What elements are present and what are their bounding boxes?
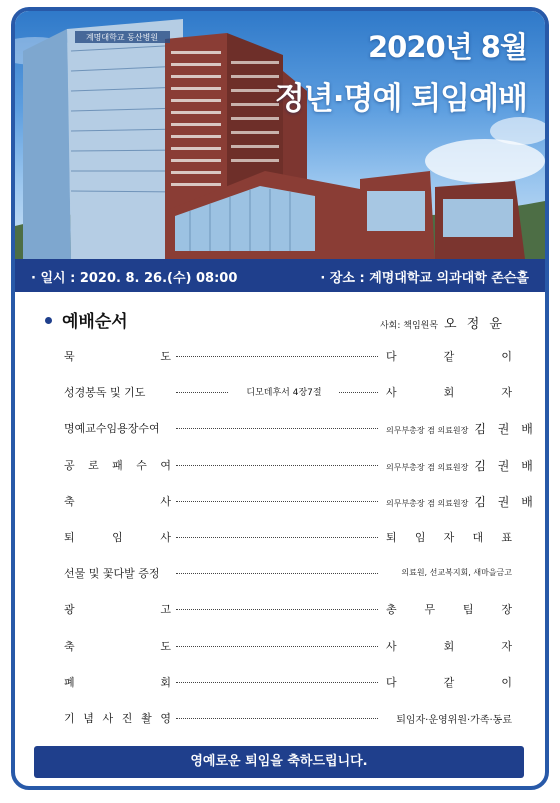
leader-title: 의무부총장 겸 의료원장: [386, 426, 469, 436]
building-sign: 계명대학교 동산병원: [85, 33, 159, 42]
program-row: [64, 346, 512, 364]
program-item-leader: [386, 420, 537, 437]
program-item-label: 축 도: [64, 639, 171, 653]
dotted-leader: [176, 537, 378, 538]
program-item-leader: 사 회 자: [386, 639, 512, 653]
leader-name: 김 권 배: [474, 494, 537, 509]
leader-title: 의무부총장 겸 의료원장: [386, 498, 469, 508]
program-item-leader: [386, 493, 537, 510]
program-row: [64, 527, 512, 545]
program-row: [64, 563, 512, 581]
leader-name: 김 권 배: [474, 422, 537, 437]
program-row: [64, 382, 512, 400]
program-item-label: 축 사: [64, 494, 171, 508]
leader-title: 의무부총장 겸 의료원장: [386, 462, 469, 472]
program-item-label: 기 념 사 진 촬 영: [64, 712, 171, 725]
event-datetime: · 일시 : 2020. 8. 26.(수) 08:00: [31, 271, 238, 286]
program-row: [64, 672, 512, 690]
program-item-leader: 사 회 자: [386, 386, 512, 400]
poster-frame: [11, 7, 549, 790]
program-item-note: 디모데후서 4장7절: [229, 385, 339, 398]
program-item-leader: 총 무 팀 장: [386, 603, 512, 617]
presider: [380, 313, 505, 332]
program-item-leader: 다 같 이: [386, 675, 512, 689]
program-row: [64, 491, 537, 509]
program-item-label: 묵 도: [64, 350, 171, 363]
program-row: [64, 418, 537, 437]
event-place: · 장소 : 계명대학교 의과대학 존슨홀: [320, 271, 529, 286]
program-item-label: 폐 회: [64, 675, 171, 689]
dotted-leader: [176, 646, 378, 647]
dotted-leader: [176, 609, 378, 610]
leader-name: 김 권 배: [474, 458, 537, 473]
event-title-year: 2020년 8월: [367, 30, 527, 64]
program-item-leader: [386, 457, 537, 474]
program-heading: 예배순서: [45, 307, 128, 332]
program-item-leader: 의료원, 선교복지회, 새마을금고: [401, 568, 512, 578]
bullet-icon: [45, 317, 52, 324]
hero-photo: [15, 11, 545, 259]
program-item-leader: 퇴임자·운영위원·가족·동료: [396, 715, 512, 726]
program-item-label: 명예교수임용장수여: [64, 422, 160, 436]
program-item-label: 광 고: [64, 603, 171, 617]
dotted-leader: [176, 573, 378, 574]
program-row: [64, 599, 512, 617]
dotted-leader: [176, 465, 378, 466]
info-bar: [15, 259, 545, 292]
program-row: [64, 708, 512, 726]
program-item-label: 퇴 임 사: [64, 531, 171, 544]
dotted-leader: [176, 501, 378, 502]
congratulation-banner: 영예로운 퇴임을 축하드립니다.: [34, 746, 524, 778]
program-row: [64, 636, 512, 654]
presider-name: 오 정 윤: [444, 317, 505, 332]
dotted-leader: [176, 718, 378, 719]
program-row: [64, 455, 537, 473]
dotted-leader: [176, 682, 378, 683]
program-item-leader: 퇴 임 자 대 표: [386, 531, 512, 544]
event-title: 정년·명예 퇴임예배: [274, 81, 527, 117]
presider-title: 사회: 책임원목: [379, 321, 439, 331]
dotted-leader: [176, 356, 378, 357]
dotted-leader: [176, 428, 378, 429]
program-item-label: 공 로 패 수 여: [64, 458, 171, 472]
program-item-leader: 다 같 이: [386, 350, 512, 363]
program-item-label: 선물 및 꽃다발 증정: [64, 567, 160, 581]
program-item-label: 성경봉독 및 기도: [64, 386, 146, 400]
